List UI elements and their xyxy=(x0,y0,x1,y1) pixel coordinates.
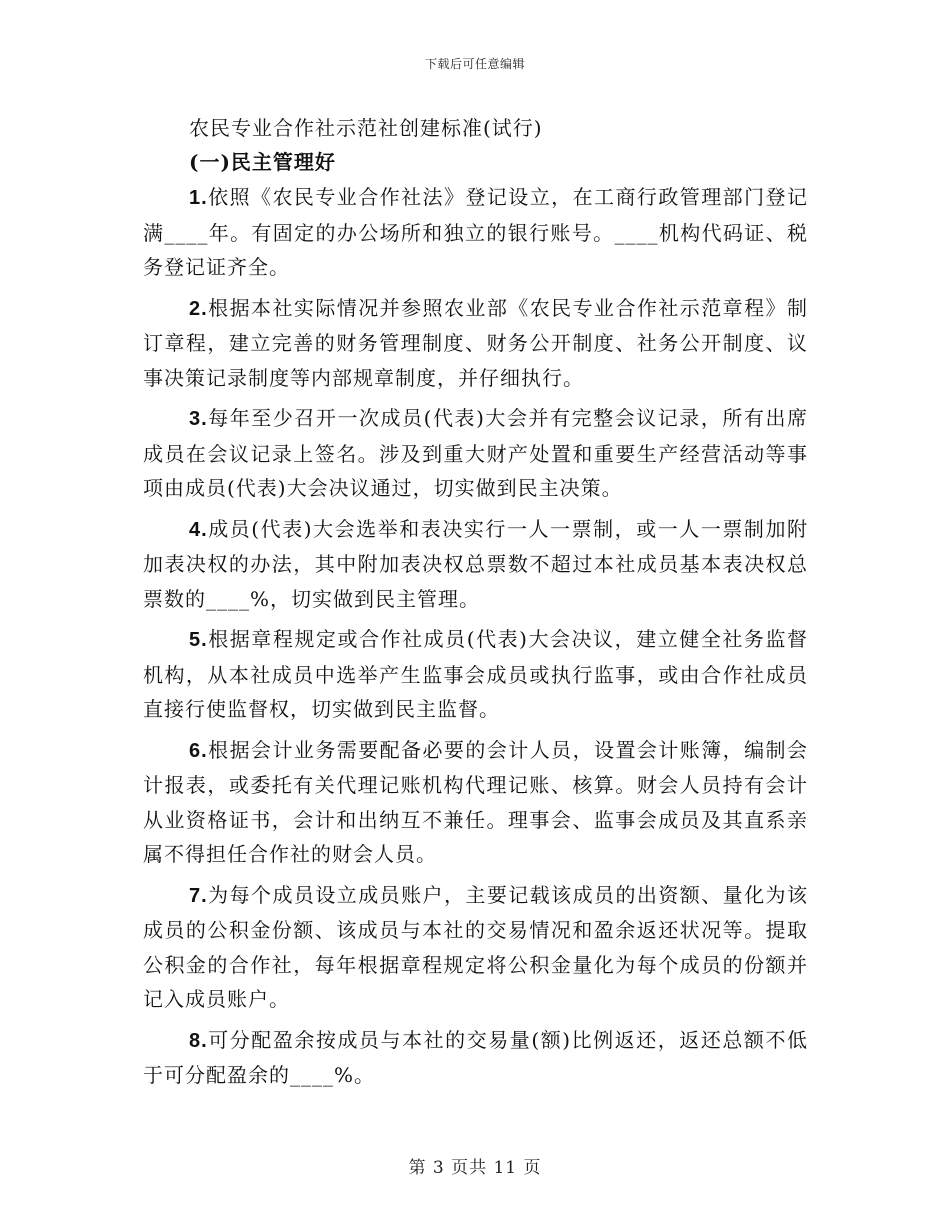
list-item xyxy=(143,512,808,617)
section-heading: (一)民主管理好 xyxy=(189,150,336,174)
item-text: 根据会计业务需要配备必要的会计人员，设置会计账簿，编制会计报表，或委托有关代理记账机构代理记账、核算。财会人员持有会计从业资格证书，会计和出纳互不兼任。理事会、监事会成员及其直系亲属不得担任合作社的财会人员。 xyxy=(143,737,808,866)
item-text: 成员(代表)大会选举和表决实行一人一票制，或一人一票制加附加表决权的办法，其中附加表决权总票数不超过本社成员基本表决权总票数的____%，切实做到民主管理。 xyxy=(143,516,808,611)
list-item xyxy=(143,1023,808,1093)
item-text: 每年至少召开一次成员(代表)大会并有完整会议记录，所有出席成员在会议记录上签名。涉及到重大财产处置和重要生产经营活动等事项由成员(代表)大会决议通过，切实做到民主决策。 xyxy=(143,406,808,500)
item-text: 根据本社实际情况并参照农业部《农民专业合作社示范章程》制订章程，建立完善的财务管理制度、财务公开制度、社务公开制度、议事决策记录制度等内部规章制度，并仔细执行。 xyxy=(143,295,808,390)
item-text: 根据章程规定或合作社成员(代表)大会决议，建立健全社务监督机构，从本社成员中选举产生监事会成员或执行监事，或由合作社成员直接行使监督权，切实做到民主监督。 xyxy=(143,627,808,721)
item-text: 为每个成员设立成员账户，主要记载该成员的出资额、量化为该成员的公积金份额、该成员与本社的交易情况和盈余返还状况等。提取公积金的合作社，每年根据章程规定将公积金量化为每个成员的份额并记入成员账户。 xyxy=(143,882,808,1011)
item-text: 可分配盈余按成员与本社的交易量(额)比例返还，返还总额不低于可分配盈余的____%。 xyxy=(143,1027,808,1087)
item-number: 5. xyxy=(189,629,208,651)
item-number: 3. xyxy=(189,408,208,430)
document-title: 农民专业合作社示范社创建标准(试行) xyxy=(189,116,543,140)
item-number: 1. xyxy=(189,187,208,209)
document-body xyxy=(143,112,808,1099)
item-number: 2. xyxy=(189,297,208,320)
list-item xyxy=(143,291,808,396)
list-item xyxy=(143,401,808,506)
item-number: 7. xyxy=(189,884,208,907)
list-item xyxy=(143,180,808,285)
item-text: 依照《农民专业合作社法》登记设立，在工商行政管理部门登记满____年。有固定的办公场所和独立的银行账号。____机构代码证、税务登记证齐全。 xyxy=(143,185,808,279)
list-item xyxy=(143,878,808,1017)
list-item xyxy=(143,733,808,872)
item-number: 4. xyxy=(189,518,208,541)
page-footer: 第 3 页共 11 页 xyxy=(408,1158,542,1178)
list-item xyxy=(143,622,808,727)
item-number: 6. xyxy=(189,739,208,762)
header-note: 下载后可任意编辑 xyxy=(424,57,525,71)
item-number: 8. xyxy=(189,1029,208,1052)
